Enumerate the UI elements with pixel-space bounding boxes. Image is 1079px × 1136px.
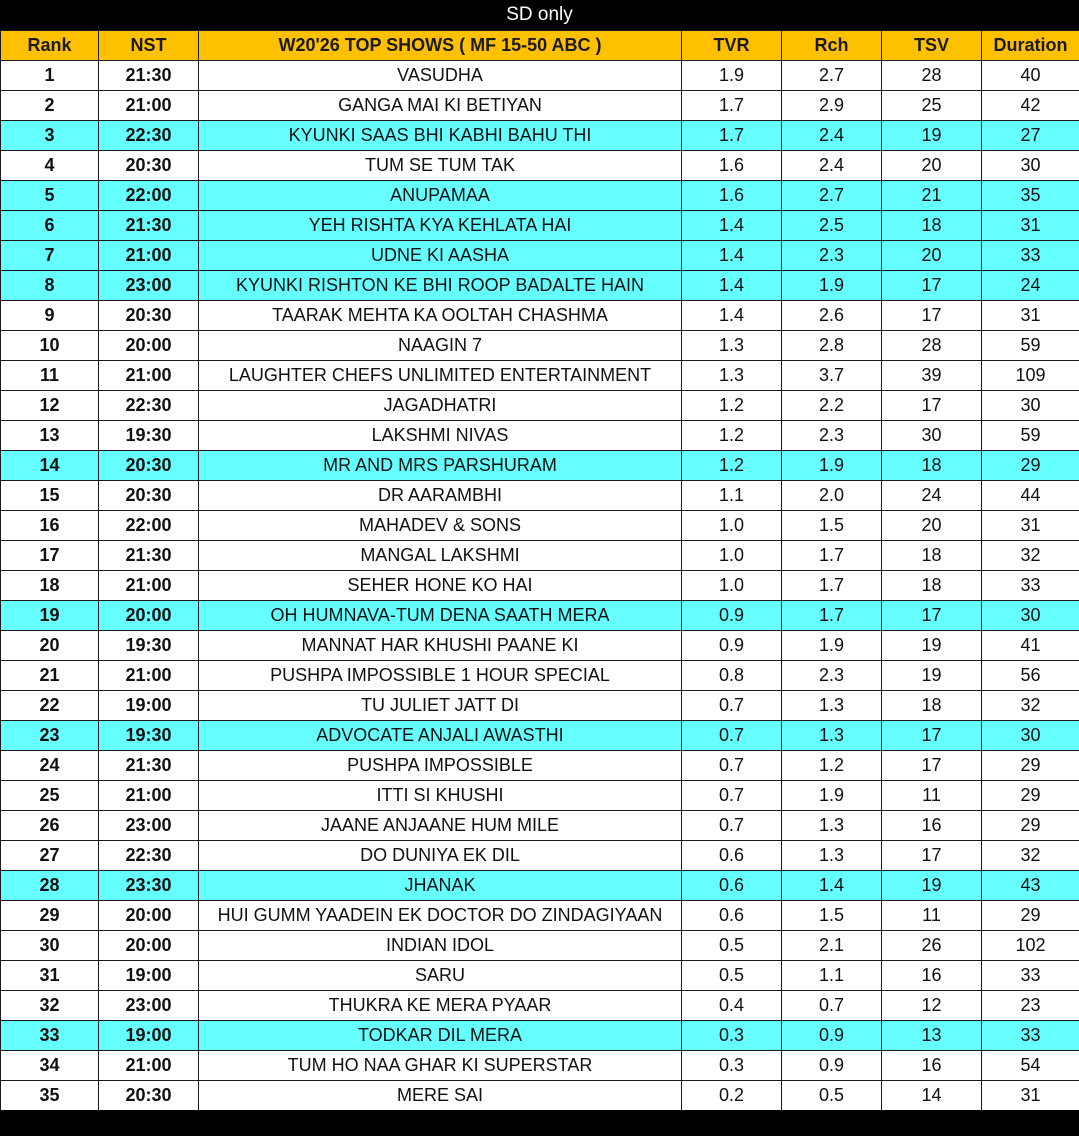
header-row bbox=[1, 31, 1079, 61]
rch-cell: 0.5 bbox=[782, 1081, 882, 1111]
tvr-cell: 1.2 bbox=[682, 421, 782, 451]
nst-cell: 19:00 bbox=[99, 1021, 199, 1051]
tvr-cell: 1.2 bbox=[682, 451, 782, 481]
tsv-cell: 13 bbox=[882, 1021, 982, 1051]
nst-cell: 20:00 bbox=[99, 601, 199, 631]
duration-cell: 23 bbox=[982, 991, 1079, 1021]
rch-cell: 2.1 bbox=[782, 931, 882, 961]
show-title-cell: SEHER HONE KO HAI bbox=[199, 571, 682, 601]
tsv-cell: 18 bbox=[882, 451, 982, 481]
tvr-cell: 0.7 bbox=[682, 691, 782, 721]
nst-cell: 23:00 bbox=[99, 811, 199, 841]
header-tvr: TVR bbox=[682, 31, 782, 61]
nst-cell: 20:30 bbox=[99, 451, 199, 481]
rch-cell: 2.6 bbox=[782, 301, 882, 331]
table-row bbox=[1, 631, 1079, 661]
rch-cell: 2.3 bbox=[782, 241, 882, 271]
tsv-cell: 21 bbox=[882, 181, 982, 211]
rch-cell: 2.4 bbox=[782, 121, 882, 151]
ratings-table bbox=[0, 30, 1079, 1111]
table-row bbox=[1, 61, 1079, 91]
table-row bbox=[1, 1081, 1079, 1111]
duration-cell: 32 bbox=[982, 841, 1079, 871]
tsv-cell: 26 bbox=[882, 931, 982, 961]
rank-cell: 4 bbox=[1, 151, 99, 181]
tvr-cell: 0.6 bbox=[682, 871, 782, 901]
duration-cell: 109 bbox=[982, 361, 1079, 391]
tsv-cell: 17 bbox=[882, 751, 982, 781]
rch-cell: 2.2 bbox=[782, 391, 882, 421]
nst-cell: 22:00 bbox=[99, 181, 199, 211]
rank-cell: 18 bbox=[1, 571, 99, 601]
table-row bbox=[1, 301, 1079, 331]
duration-cell: 24 bbox=[982, 271, 1079, 301]
table-row bbox=[1, 1051, 1079, 1081]
nst-cell: 22:30 bbox=[99, 841, 199, 871]
duration-cell: 30 bbox=[982, 151, 1079, 181]
rch-cell: 2.3 bbox=[782, 421, 882, 451]
table-row bbox=[1, 211, 1079, 241]
tvr-cell: 0.5 bbox=[682, 961, 782, 991]
tsv-cell: 28 bbox=[882, 61, 982, 91]
table-row bbox=[1, 901, 1079, 931]
duration-cell: 29 bbox=[982, 451, 1079, 481]
tvr-cell: 1.3 bbox=[682, 331, 782, 361]
rank-cell: 24 bbox=[1, 751, 99, 781]
table-row bbox=[1, 601, 1079, 631]
tsv-cell: 17 bbox=[882, 391, 982, 421]
tvr-cell: 1.1 bbox=[682, 481, 782, 511]
nst-cell: 20:30 bbox=[99, 481, 199, 511]
rch-cell: 1.9 bbox=[782, 271, 882, 301]
show-title-cell: SARU bbox=[199, 961, 682, 991]
rank-cell: 20 bbox=[1, 631, 99, 661]
nst-cell: 21:30 bbox=[99, 541, 199, 571]
nst-cell: 19:30 bbox=[99, 721, 199, 751]
header-duration: Duration bbox=[982, 31, 1079, 61]
duration-cell: 31 bbox=[982, 511, 1079, 541]
rch-cell: 0.9 bbox=[782, 1021, 882, 1051]
nst-cell: 21:00 bbox=[99, 781, 199, 811]
tvr-cell: 1.3 bbox=[682, 361, 782, 391]
tsv-cell: 24 bbox=[882, 481, 982, 511]
nst-cell: 21:00 bbox=[99, 361, 199, 391]
table-row bbox=[1, 571, 1079, 601]
rch-cell: 1.5 bbox=[782, 511, 882, 541]
show-title-cell: MR AND MRS PARSHURAM bbox=[199, 451, 682, 481]
rank-cell: 21 bbox=[1, 661, 99, 691]
tsv-cell: 16 bbox=[882, 961, 982, 991]
rch-cell: 3.7 bbox=[782, 361, 882, 391]
tsv-cell: 16 bbox=[882, 811, 982, 841]
duration-cell: 29 bbox=[982, 901, 1079, 931]
rank-cell: 29 bbox=[1, 901, 99, 931]
rank-cell: 31 bbox=[1, 961, 99, 991]
nst-cell: 21:00 bbox=[99, 661, 199, 691]
tsv-cell: 18 bbox=[882, 211, 982, 241]
show-title-cell: ITTI SI KHUSHI bbox=[199, 781, 682, 811]
duration-cell: 32 bbox=[982, 541, 1079, 571]
show-title-cell: KYUNKI SAAS BHI KABHI BAHU THI bbox=[199, 121, 682, 151]
show-title-cell: HUI GUMM YAADEIN EK DOCTOR DO ZINDAGIYAAN bbox=[199, 901, 682, 931]
rank-cell: 1 bbox=[1, 61, 99, 91]
table-row bbox=[1, 751, 1079, 781]
show-title-cell: TUM HO NAA GHAR KI SUPERSTAR bbox=[199, 1051, 682, 1081]
table-row bbox=[1, 781, 1079, 811]
table-row bbox=[1, 91, 1079, 121]
table-row bbox=[1, 871, 1079, 901]
show-title-cell: MANGAL LAKSHMI bbox=[199, 541, 682, 571]
tsv-cell: 11 bbox=[882, 781, 982, 811]
rank-cell: 2 bbox=[1, 91, 99, 121]
rch-cell: 1.9 bbox=[782, 451, 882, 481]
duration-cell: 29 bbox=[982, 781, 1079, 811]
tvr-cell: 0.9 bbox=[682, 601, 782, 631]
show-title-cell: GANGA MAI KI BETIYAN bbox=[199, 91, 682, 121]
nst-cell: 21:00 bbox=[99, 91, 199, 121]
rank-cell: 25 bbox=[1, 781, 99, 811]
nst-cell: 21:30 bbox=[99, 751, 199, 781]
table-row bbox=[1, 391, 1079, 421]
tsv-cell: 19 bbox=[882, 121, 982, 151]
rank-cell: 32 bbox=[1, 991, 99, 1021]
tvr-cell: 1.0 bbox=[682, 511, 782, 541]
nst-cell: 20:30 bbox=[99, 301, 199, 331]
table-row bbox=[1, 811, 1079, 841]
duration-cell: 41 bbox=[982, 631, 1079, 661]
nst-cell: 20:30 bbox=[99, 151, 199, 181]
tvr-cell: 1.7 bbox=[682, 121, 782, 151]
tvr-cell: 0.9 bbox=[682, 631, 782, 661]
tsv-cell: 28 bbox=[882, 331, 982, 361]
rank-cell: 3 bbox=[1, 121, 99, 151]
rank-cell: 30 bbox=[1, 931, 99, 961]
nst-cell: 23:30 bbox=[99, 871, 199, 901]
table-row bbox=[1, 991, 1079, 1021]
rank-cell: 17 bbox=[1, 541, 99, 571]
rch-cell: 2.3 bbox=[782, 661, 882, 691]
nst-cell: 19:30 bbox=[99, 421, 199, 451]
rch-cell: 1.9 bbox=[782, 781, 882, 811]
nst-cell: 21:30 bbox=[99, 61, 199, 91]
tsv-cell: 19 bbox=[882, 871, 982, 901]
header-nst: NST bbox=[99, 31, 199, 61]
rch-cell: 1.2 bbox=[782, 751, 882, 781]
rch-cell: 2.4 bbox=[782, 151, 882, 181]
tsv-cell: 17 bbox=[882, 301, 982, 331]
rank-cell: 28 bbox=[1, 871, 99, 901]
tvr-cell: 1.4 bbox=[682, 301, 782, 331]
table-row bbox=[1, 511, 1079, 541]
show-title-cell: TUM SE TUM TAK bbox=[199, 151, 682, 181]
rch-cell: 1.3 bbox=[782, 691, 882, 721]
show-title-cell: PUSHPA IMPOSSIBLE 1 HOUR SPECIAL bbox=[199, 661, 682, 691]
nst-cell: 23:00 bbox=[99, 991, 199, 1021]
table-body bbox=[1, 61, 1079, 1111]
rch-cell: 1.5 bbox=[782, 901, 882, 931]
tvr-cell: 1.4 bbox=[682, 211, 782, 241]
rch-cell: 2.7 bbox=[782, 181, 882, 211]
nst-cell: 19:30 bbox=[99, 631, 199, 661]
rank-cell: 23 bbox=[1, 721, 99, 751]
duration-cell: 31 bbox=[982, 211, 1079, 241]
tsv-cell: 17 bbox=[882, 721, 982, 751]
duration-cell: 33 bbox=[982, 571, 1079, 601]
table-row bbox=[1, 691, 1079, 721]
show-title-cell: MAHADEV & SONS bbox=[199, 511, 682, 541]
tsv-cell: 18 bbox=[882, 541, 982, 571]
tvr-cell: 1.0 bbox=[682, 571, 782, 601]
tsv-cell: 11 bbox=[882, 901, 982, 931]
show-title-cell: OH HUMNAVA-TUM DENA SAATH MERA bbox=[199, 601, 682, 631]
header-show-title: W20'26 TOP SHOWS ( MF 15-50 ABC ) bbox=[199, 31, 682, 61]
tvr-cell: 0.6 bbox=[682, 841, 782, 871]
duration-cell: 31 bbox=[982, 301, 1079, 331]
header-rch: Rch bbox=[782, 31, 882, 61]
nst-cell: 23:00 bbox=[99, 271, 199, 301]
rank-cell: 8 bbox=[1, 271, 99, 301]
show-title-cell: INDIAN IDOL bbox=[199, 931, 682, 961]
table-row bbox=[1, 961, 1079, 991]
tsv-cell: 14 bbox=[882, 1081, 982, 1111]
show-title-cell: JAGADHATRI bbox=[199, 391, 682, 421]
show-title-cell: KYUNKI RISHTON KE BHI ROOP BADALTE HAIN bbox=[199, 271, 682, 301]
rank-cell: 12 bbox=[1, 391, 99, 421]
nst-cell: 20:30 bbox=[99, 1081, 199, 1111]
tsv-cell: 12 bbox=[882, 991, 982, 1021]
rank-cell: 35 bbox=[1, 1081, 99, 1111]
tsv-cell: 17 bbox=[882, 841, 982, 871]
duration-cell: 43 bbox=[982, 871, 1079, 901]
tvr-cell: 1.0 bbox=[682, 541, 782, 571]
tsv-cell: 25 bbox=[882, 91, 982, 121]
header-tsv: TSV bbox=[882, 31, 982, 61]
show-title-cell: TAARAK MEHTA KA OOLTAH CHASHMA bbox=[199, 301, 682, 331]
table-row bbox=[1, 241, 1079, 271]
rch-cell: 1.9 bbox=[782, 631, 882, 661]
duration-cell: 32 bbox=[982, 691, 1079, 721]
rank-cell: 7 bbox=[1, 241, 99, 271]
tvr-cell: 0.7 bbox=[682, 781, 782, 811]
duration-cell: 30 bbox=[982, 601, 1079, 631]
tsv-cell: 19 bbox=[882, 661, 982, 691]
rank-cell: 27 bbox=[1, 841, 99, 871]
rch-cell: 0.9 bbox=[782, 1051, 882, 1081]
show-title-cell: JAANE ANJAANE HUM MILE bbox=[199, 811, 682, 841]
table-row bbox=[1, 331, 1079, 361]
rch-cell: 2.8 bbox=[782, 331, 882, 361]
duration-cell: 30 bbox=[982, 721, 1079, 751]
rch-cell: 0.7 bbox=[782, 991, 882, 1021]
duration-cell: 54 bbox=[982, 1051, 1079, 1081]
show-title-cell: LAKSHMI NIVAS bbox=[199, 421, 682, 451]
nst-cell: 21:30 bbox=[99, 211, 199, 241]
table-row bbox=[1, 1021, 1079, 1051]
rank-cell: 33 bbox=[1, 1021, 99, 1051]
tvr-cell: 0.2 bbox=[682, 1081, 782, 1111]
rch-cell: 1.1 bbox=[782, 961, 882, 991]
rank-cell: 5 bbox=[1, 181, 99, 211]
tvr-cell: 0.4 bbox=[682, 991, 782, 1021]
duration-cell: 42 bbox=[982, 91, 1079, 121]
nst-cell: 20:00 bbox=[99, 901, 199, 931]
rch-cell: 2.9 bbox=[782, 91, 882, 121]
show-title-cell: PUSHPA IMPOSSIBLE bbox=[199, 751, 682, 781]
tvr-cell: 0.7 bbox=[682, 721, 782, 751]
duration-cell: 33 bbox=[982, 1021, 1079, 1051]
duration-cell: 33 bbox=[982, 241, 1079, 271]
tsv-cell: 20 bbox=[882, 241, 982, 271]
table-row bbox=[1, 181, 1079, 211]
nst-cell: 19:00 bbox=[99, 691, 199, 721]
table-row bbox=[1, 541, 1079, 571]
nst-cell: 22:30 bbox=[99, 121, 199, 151]
duration-cell: 40 bbox=[982, 61, 1079, 91]
tsv-cell: 20 bbox=[882, 151, 982, 181]
tsv-cell: 17 bbox=[882, 271, 982, 301]
nst-cell: 22:30 bbox=[99, 391, 199, 421]
show-title-cell: YEH RISHTA KYA KEHLATA HAI bbox=[199, 211, 682, 241]
rch-cell: 2.7 bbox=[782, 61, 882, 91]
show-title-cell: VASUDHA bbox=[199, 61, 682, 91]
rank-cell: 19 bbox=[1, 601, 99, 631]
table-row bbox=[1, 661, 1079, 691]
rank-cell: 9 bbox=[1, 301, 99, 331]
tvr-cell: 1.6 bbox=[682, 181, 782, 211]
nst-cell: 22:00 bbox=[99, 511, 199, 541]
show-title-cell: TU JULIET JATT DI bbox=[199, 691, 682, 721]
show-title-cell: UDNE KI AASHA bbox=[199, 241, 682, 271]
duration-cell: 102 bbox=[982, 931, 1079, 961]
nst-cell: 21:00 bbox=[99, 1051, 199, 1081]
rank-cell: 15 bbox=[1, 481, 99, 511]
duration-cell: 30 bbox=[982, 391, 1079, 421]
tvr-cell: 0.8 bbox=[682, 661, 782, 691]
table-row bbox=[1, 721, 1079, 751]
table-row bbox=[1, 931, 1079, 961]
tvr-cell: 1.9 bbox=[682, 61, 782, 91]
rch-cell: 1.4 bbox=[782, 871, 882, 901]
nst-cell: 19:00 bbox=[99, 961, 199, 991]
show-title-cell: MERE SAI bbox=[199, 1081, 682, 1111]
rank-cell: 13 bbox=[1, 421, 99, 451]
tsv-cell: 18 bbox=[882, 571, 982, 601]
duration-cell: 31 bbox=[982, 1081, 1079, 1111]
rch-cell: 2.0 bbox=[782, 481, 882, 511]
tvr-cell: 0.7 bbox=[682, 811, 782, 841]
show-title-cell: TODKAR DIL MERA bbox=[199, 1021, 682, 1051]
tsv-cell: 18 bbox=[882, 691, 982, 721]
table-row bbox=[1, 841, 1079, 871]
table-row bbox=[1, 151, 1079, 181]
rank-cell: 14 bbox=[1, 451, 99, 481]
rch-cell: 1.7 bbox=[782, 571, 882, 601]
tvr-cell: 0.3 bbox=[682, 1051, 782, 1081]
sd-only-banner: SD only bbox=[506, 4, 573, 25]
bottom-bar bbox=[0, 1110, 1079, 1136]
show-title-cell: ADVOCATE ANJALI AWASTHI bbox=[199, 721, 682, 751]
table-row bbox=[1, 121, 1079, 151]
duration-cell: 44 bbox=[982, 481, 1079, 511]
tvr-cell: 1.7 bbox=[682, 91, 782, 121]
table-row bbox=[1, 271, 1079, 301]
tsv-cell: 16 bbox=[882, 1051, 982, 1081]
rank-cell: 34 bbox=[1, 1051, 99, 1081]
duration-cell: 27 bbox=[982, 121, 1079, 151]
tsv-cell: 20 bbox=[882, 511, 982, 541]
duration-cell: 29 bbox=[982, 811, 1079, 841]
tvr-cell: 1.2 bbox=[682, 391, 782, 421]
rch-cell: 1.3 bbox=[782, 841, 882, 871]
tvr-cell: 1.6 bbox=[682, 151, 782, 181]
show-title-cell: JHANAK bbox=[199, 871, 682, 901]
show-title-cell: MANNAT HAR KHUSHI PAANE KI bbox=[199, 631, 682, 661]
rank-cell: 22 bbox=[1, 691, 99, 721]
tsv-cell: 30 bbox=[882, 421, 982, 451]
tsv-cell: 39 bbox=[882, 361, 982, 391]
rch-cell: 1.3 bbox=[782, 811, 882, 841]
table-row bbox=[1, 421, 1079, 451]
rank-cell: 16 bbox=[1, 511, 99, 541]
nst-cell: 21:00 bbox=[99, 241, 199, 271]
duration-cell: 59 bbox=[982, 421, 1079, 451]
duration-cell: 59 bbox=[982, 331, 1079, 361]
tvr-cell: 0.5 bbox=[682, 931, 782, 961]
nst-cell: 21:00 bbox=[99, 571, 199, 601]
rch-cell: 2.5 bbox=[782, 211, 882, 241]
header-rank: Rank bbox=[1, 31, 99, 61]
show-title-cell: LAUGHTER CHEFS UNLIMITED ENTERTAINMENT bbox=[199, 361, 682, 391]
tvr-cell: 0.7 bbox=[682, 751, 782, 781]
nst-cell: 20:00 bbox=[99, 931, 199, 961]
show-title-cell: NAAGIN 7 bbox=[199, 331, 682, 361]
tvr-cell: 1.4 bbox=[682, 241, 782, 271]
rch-cell: 1.3 bbox=[782, 721, 882, 751]
rank-cell: 10 bbox=[1, 331, 99, 361]
rank-cell: 11 bbox=[1, 361, 99, 391]
rank-cell: 26 bbox=[1, 811, 99, 841]
duration-cell: 35 bbox=[982, 181, 1079, 211]
duration-cell: 29 bbox=[982, 751, 1079, 781]
show-title-cell: THUKRA KE MERA PYAAR bbox=[199, 991, 682, 1021]
show-title-cell: ANUPAMAA bbox=[199, 181, 682, 211]
show-title-cell: DO DUNIYA EK DIL bbox=[199, 841, 682, 871]
table-row bbox=[1, 451, 1079, 481]
duration-cell: 33 bbox=[982, 961, 1079, 991]
tsv-cell: 17 bbox=[882, 601, 982, 631]
tvr-cell: 1.4 bbox=[682, 271, 782, 301]
show-title-cell: DR AARAMBHI bbox=[199, 481, 682, 511]
table-row bbox=[1, 481, 1079, 511]
tsv-cell: 19 bbox=[882, 631, 982, 661]
nst-cell: 20:00 bbox=[99, 331, 199, 361]
rank-cell: 6 bbox=[1, 211, 99, 241]
tvr-cell: 0.6 bbox=[682, 901, 782, 931]
rch-cell: 1.7 bbox=[782, 601, 882, 631]
rch-cell: 1.7 bbox=[782, 541, 882, 571]
table-row bbox=[1, 361, 1079, 391]
duration-cell: 56 bbox=[982, 661, 1079, 691]
tvr-cell: 0.3 bbox=[682, 1021, 782, 1051]
